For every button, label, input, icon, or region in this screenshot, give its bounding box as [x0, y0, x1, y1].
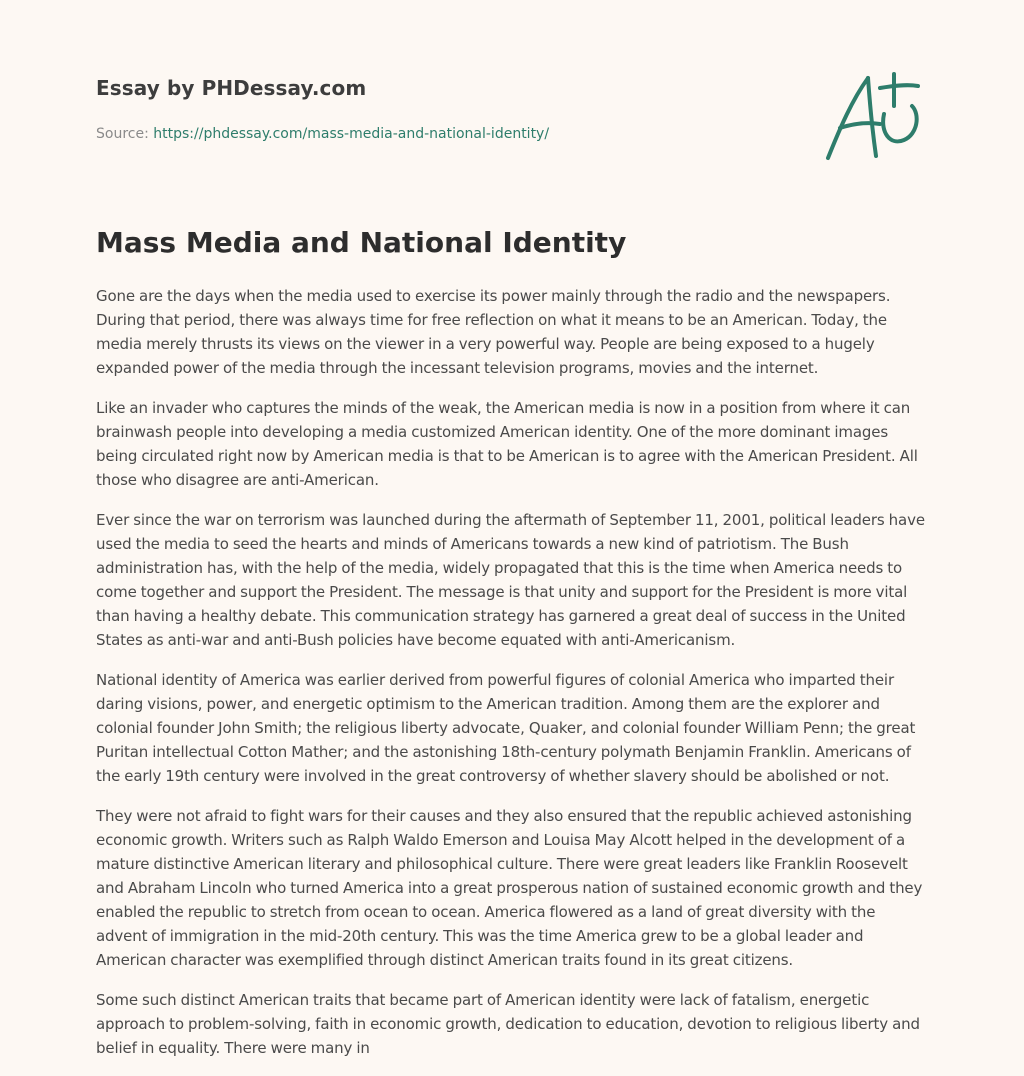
- essay-body: [96, 284, 930, 1076]
- source-label: Source:: [96, 126, 149, 142]
- source-line: [96, 126, 796, 142]
- essay-title: Mass Media and National Identity: [96, 226, 627, 259]
- site-title: Essay by PHDessay.com: [96, 76, 367, 100]
- essay-paragraph: Ever since the war on terrorism was launched during the aftermath of September 11, 2001, political leaders have used the media to seed the hearts and minds of Americans towards a new kind of patriotism. The Bush administration has, with the help of the media, widely propagated that this is the time when America needs to come together and support the President. The message is that unity and support for the President is more vital than having a healthy debate. This communication strategy has garnered a great deal of success in the United States as anti-war and anti-Bush policies have become equated with anti-Americanism.: [96, 511, 925, 649]
- essay-paragraph: National identity of America was earlier derived from powerful figures of colonial America who imparted their daring visions, power, and energetic optimism to the American tradition. Among them are the explorer and colonial founder John Smith; the religious liberty advocate, Quaker, and colonial founder William Penn; the great Puritan intellectual Cotton Mather; and the astonishing 18th-century polymath Benjamin Franklin. Americans of the early 19th century were involved in the great controversy of whether slavery should be abolished or not.: [96, 671, 916, 785]
- essay-paragraph: Gone are the days when the media used to exercise its power mainly through the radio and the newspapers. During that period, there was always time for free reflection on what it means to be an American. Today, the media merely thrusts its views on the viewer in a very powerful way. People are being exposed to a hugely expanded power of the media through the incessant television programs, movies and the internet.: [96, 287, 891, 377]
- a-plus-logo-icon: [818, 66, 930, 166]
- source-link[interactable]: https://phdessay.com/mass-media-and-national-identity/: [153, 126, 550, 142]
- essay-paragraph: Some such distinct American traits that became part of American identity were lack of fatalism, energetic approach to problem-solving, faith in economic growth, dedication to education, devotion to religious liberty and belief in equality. There were many in: [96, 991, 920, 1057]
- essay-header: [96, 76, 796, 142]
- essay-paragraph: Like an invader who captures the minds of the weak, the American media is now in a position from where it can brainwash people into developing a media customized American identity. One of the more dominant images being circulated right now by American media is that to be American is to agree with the American President. All those who disagree are anti-American.: [96, 399, 918, 489]
- essay-paragraph: They were not afraid to fight wars for their causes and they also ensured that the republic achieved astonishing economic growth. Writers such as Ralph Waldo Emerson and Louisa May Alcott helped in the development of a mature distinctive American literary and philosophical culture. There were great leaders like Franklin Roosevelt and Abraham Lincoln who turned America into a great prosperous nation of sustained economic growth and they enabled the republic to stretch from ocean to ocean. America flowered as a land of great diversity with the advent of immigration in the mid-20th century. This was the time America grew to be a global leader and American character was exemplified through distinct American traits found in its great citizens.: [96, 807, 923, 969]
